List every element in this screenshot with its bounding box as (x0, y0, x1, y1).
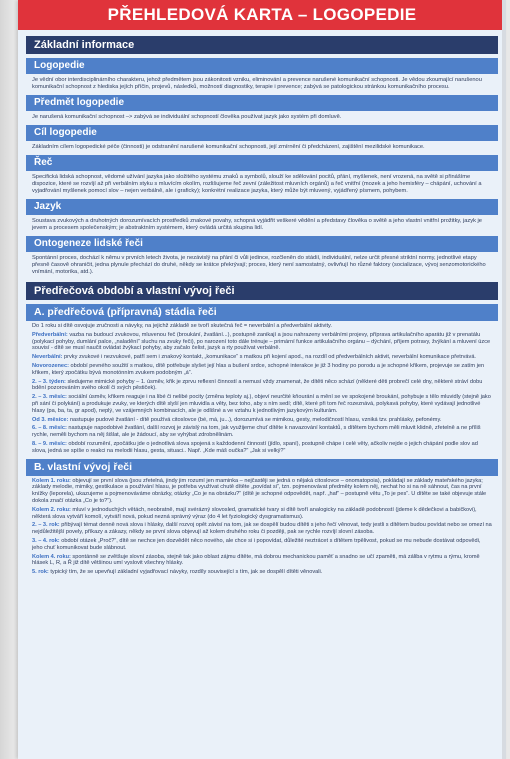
card-edge-strip (502, 0, 506, 759)
list-item: 2. – 3. rok: přibývají témat denně nová slova i hlásky, další rozvoj opět závisí na tom, jak se dospělí budou dítěti s jeho řečí věnovat, tedy jestli s dítětem budou povídat nebo se omezí na nejdůležitější povely, příkazy a zákazy, někdy se první slova objevují až kolem druhého roku či později, pak se rychle rozvíjí slovní zásoba. (32, 522, 492, 536)
text-rec: Specifická lidská schopnost, vědomé užívání jazyka jako složitého systému znaků a symbolů, slouží ke sdělování pocitů, přání, myšlenek, není vrozená, na světě si přinášíme dispozice, které se rozvíjí až při verbálním styku s mluvícím okolím, rozlišujeme řeč zevní (záležitost mluvních orgánů) a řeč vnitřní (mozek a jeho hemisféry – chápání, uchování a vyjadřování myšlenek pomocí slov – nejen verbálně, ale i graficky); konkrétní realizace jazyka, který může být mluvený, vyjádřený písmem, pohybem. (32, 174, 482, 194)
text-logopedie: Je vědní obor interdisciplinárního charakteru, jehož předmětem jsou zákonitosti vzniku, eliminování a prevence narušené komunikační schopnosti. Je vědou zkoumající narušenou komunikační schopnost z hlediska jejích příčin, projevů, následků, možností diagnostiky, terapie i prevence; zabývá se patologickou stránkou komunikačního procesu. (32, 77, 482, 90)
list-item: 8. – 9. měsíc: období rozumění, zpočátku jde o jednotlivá slova spojená s každodenní činností (jídlo, spaní), postupně chápe i celé věty, ačkoliv nejde o jejich chápání podle slov ad slova, jedná se spíše o reakci na melodii hlasu, gesta, situaci.. Např. „Kde máš oučka?“ „Jak si velký?“ (32, 440, 478, 454)
subheading-speech-development: B. vlastní vývoj řeči (26, 459, 498, 476)
section-heading-development: Předřečová období a vlastní vývoj řeči (26, 282, 498, 300)
list-item: 3. – 4. rok: období otázek „Proč?“, dítě se nechce jen dozvědět něco nového, ale chce si i popovídat, důležité neztrácet s dítětem trpělivost, pokud se mu nebude dostávat odpovědi, jeho chuť komunikovat bude slábnout. (32, 537, 481, 551)
subheading-ontogeneze: Ontogeneze lidské řeči (26, 236, 498, 252)
list-item: Neverbální: prvky zvukové i nezvukové, patří sem i znakový kontakt, „komunikace“ s matkou při kojení apod., na rozdíl od předverbálních aktivit, neverbální komunikace přetrvává. (32, 354, 476, 361)
list-item: 2. – 3. měsíc: sociální úsměv, křikem reaguje i na libé či nelibé pocity (změna teploty aj.), objeví neurčité kňourání a mění se ve spokojené broukání, pohybuje s tělo mluvidly (stejně jako při sání či polykání) a produkuje zvuky, ve kterých dítě slyší jen mluvidla a věty, bez toho, aby s ním sedí; dítě, které při tom řeč rozeznává, polykavá pohyby, které vydávají jednotlivé hlasy (pa, ba, ta, gr apod), neplý, ve vzájemných kombinacích, ale je odlišné a ve vztahu k jednotlivým jazykovým kulturám. (32, 394, 491, 414)
card-sheet (18, 0, 506, 759)
text-predmet: Je narušená komunikační schopnost –> zabývá se individuální schopností člověka používat jazyk jako systém při domluvě. (32, 114, 342, 120)
subheading-predmet: Předmět logopedie (26, 95, 498, 111)
subheading-prespeech-stages: A. předřečová (přípravná) stádia řeči (26, 304, 498, 321)
text-prespeech-intro: Do 1 roku si dítě osvojuje zručnosti a návyky, na jejichž základě se tvoří skutečná řeč = neverbální a předverbální aktivity. (32, 323, 332, 329)
section-heading-basics: Základní informace (26, 36, 498, 54)
list-item: Od 3. měsíce: nastupuje pudové žvatlání - dítě používá citoslovce (bé, má, ju...), dorozumívá se mimikou, gesty, melodičností hlasu, vzniká tzv. prahlásky, pefonémy. (32, 416, 442, 423)
list-item: Kolem 1. roku: objevují se první slova (jsou zřetelná, jindy jim rozumí jen maminka – nejčastěji se jedná o nějaká citoslovce – onomatopoia), pokládají se základy mateřského jazyka; základy melodie, mimiky, gestikulace a používání hlasu, je potřeba využívat chutě dítěte „povídat si“, tzn. pojmenovávat předměty kolem něj, nechat ho si na ně sáhnout, čas na první knížky (leporela), ukazujeme a pojmenováváme obrázky, otázky „Co je na obrázku?“ (dítě je schopné odpovědět, např. „haf“ – postupně větu „To je pes“. U dítěte se také objevuje stále dokola značí otázka „Co je to?“). (32, 477, 487, 504)
page-title: PŘEHLEDOVÁ KARTA – LOGOPEDIE (18, 0, 506, 30)
list-item: Předverbální: vazba na budoucí zvukovou, mluvenou řeč (broukání, žvatlání...), postupně zanikají a jsou nahrazeny verbálními projevy, příprava artikulačního aparátu již v prenatálu (polykací pohyby, dumlání palce, „naladění“ sluchu na zvuky řeči), po narození toto dále trénuje – primární funkce artikulačního orgánu – dýchání, příjem potravy, žvýkání a mluvení úzce souvisí - dítě se musí naučit ovládat žvýkací pohyby, aby začalo čelist, jazyk a rty používat verbálně. (32, 331, 491, 352)
subheading-logopedie: Logopedie (26, 58, 498, 74)
list-item: 5. rok: typický tím, že se upevňují základní vyjadřovací návyky, rozdíly související s tím, jak se dospělí dítěti věnovali. (32, 569, 323, 576)
list-item: 6. – 8. měsíc: nastupuje napodobivé žvatlání, další rozvoj je závislý na tom, jak využijeme chuť dítěte k navazování kontaktů, s dítětem bychom měli mluvit klidně, zřetelně a ne příliš rychle, neměli bychom na něj šišlat, ale je žádoucí, aby se vyhýbat zdrobnělinám. (32, 425, 481, 439)
text-ontogeneze: Spontánní proces, dochází k němu v prvních letech života, je nezávislý na přání či vůli jedince, rozčleněn do stádií, individuální, nelze určit přesné striktní normy, jednotlivé etapy přesně časově ohraničit, jedna plynule přechází do druhé, někdy se krátce překrývají; proces, který není samostatný, ovlivňují ho různé faktory (socializace, vývoj senzomotorického vnímání, motorika, atd.). (32, 255, 486, 275)
list-item: Kolem 2. roku: mluví v jednoduchých větách, neobratně, mají svérázný slovosled, gramatické tvary si dítě tvoří analogicky na základě podobností (jdeme k dědečkovi a babičkovi), některá slova vytváří komolí, vytváří nová, pokud nezná správný výraz (do 4 let fyziologický dysgramatismus). (32, 506, 477, 520)
text-jazyk: Soustava zvukových a druhotných dorozumívacích prostředků znakové povahy, schopná vyjádřit veškeré vědění a představy člověka o světě a jeho vlastní vnitřní prožitky, jazyk je jevem a procesem společenským; je abstraktním systémem, který ovládá určitá skupina lidí. (32, 218, 482, 231)
subheading-cil: Cíl logopedie (26, 125, 498, 141)
list-item: Novorozenec: období pevného soužití s matkou, dítě potřebuje slyšet její hlas a bušení srdce, schopné interakce je již 3 hodiny po porodu a je schopné křikem, projevuje se zatím jen křikem, který zpočátku bývá monotónním zvukem podobným „á“. (32, 362, 485, 376)
subheading-jazyk: Jazyk (26, 199, 498, 215)
list-item: 2. – 3. týden: sledujeme mimické pohyby – 1. úsměv, křik je zprvu reflexní činností a nemusí vždy znamenat, že dítěti něco schází (některé děti probrečí celé dny, některé stráví dobu bdění pozorováním svého okolí či svých pěstiček). (32, 378, 483, 392)
text-cil: Základním cílem logopedické péče (činnosti) je odstranění narušené komunikační schopnosti, její zmírnění či předcházení, zajištění mezilidské komunikace. (32, 144, 425, 150)
list-item: Kolem 4. roku: spontánně se zvětšuje slovní zásoba, stejně tak jako oblast zájmu dítěte, má dobrou mechanickou paměť a snadno se učí zpaměti, má záliba v rytmu a rýmu, kromě hlásek L, R, a Ř již dítě většinou umí vyslovit všechny hlásky. (32, 553, 480, 567)
subheading-rec: Řeč (26, 155, 498, 171)
binder-edge (0, 0, 18, 759)
